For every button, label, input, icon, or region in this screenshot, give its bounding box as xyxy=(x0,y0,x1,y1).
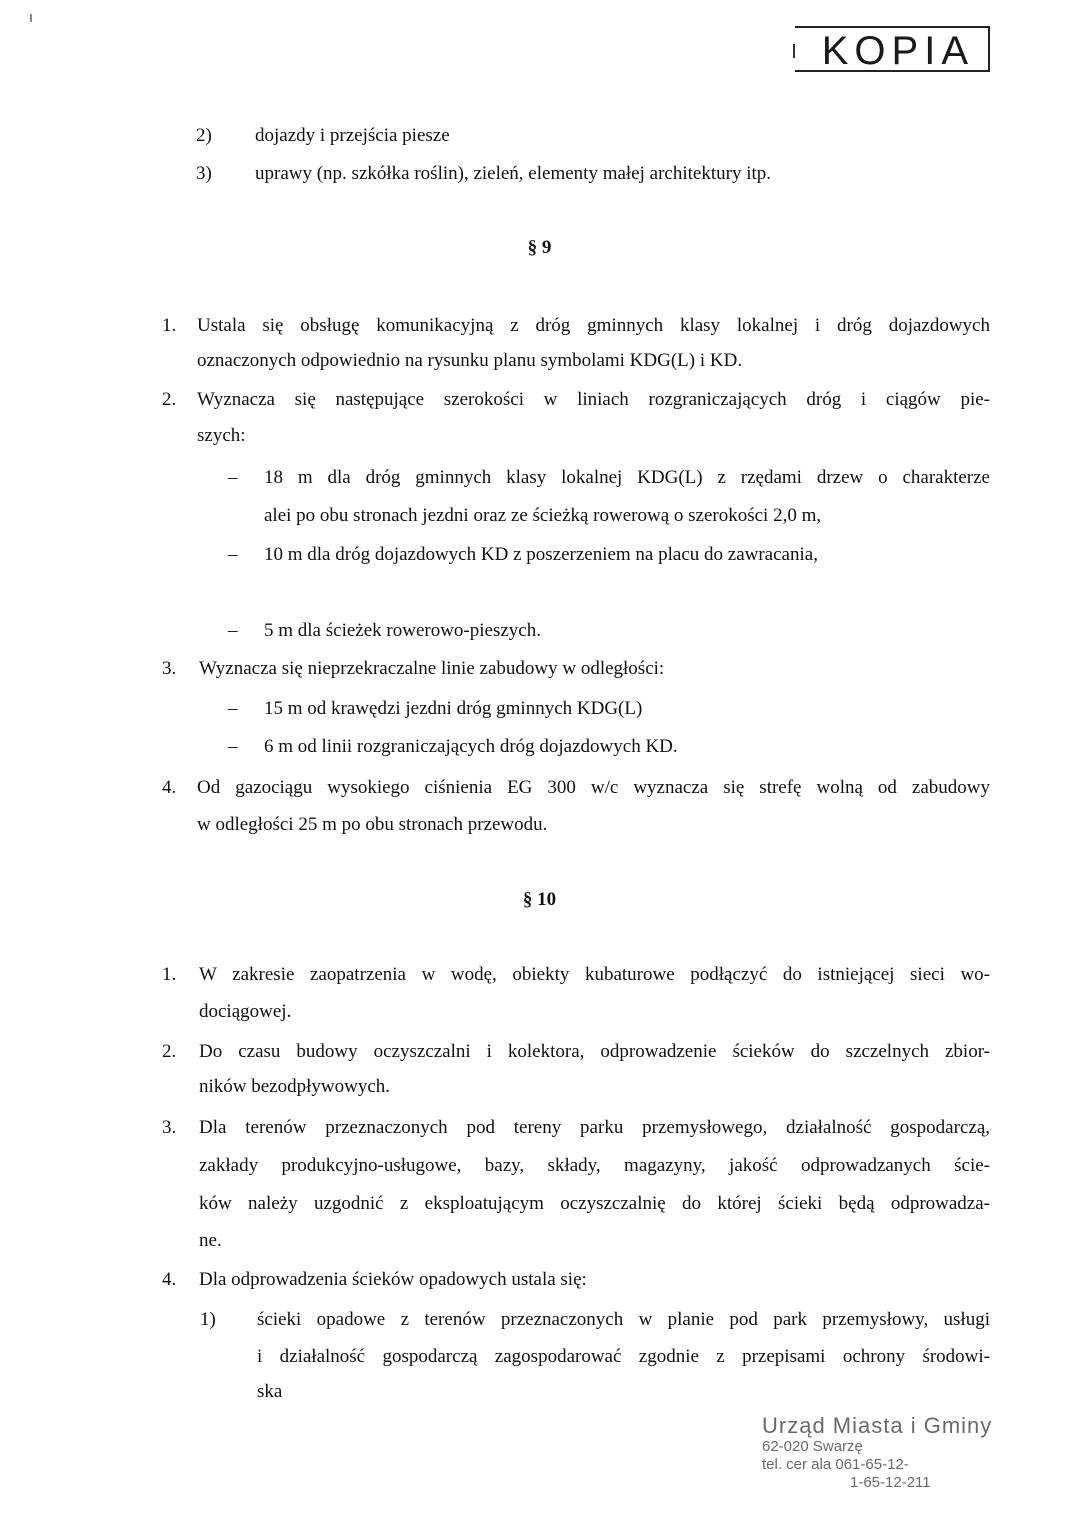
item-number: 1. xyxy=(162,964,177,985)
kopia-stamp: KOPIA xyxy=(795,26,990,72)
item-number: 4. xyxy=(162,1269,177,1290)
dash-bullet: – xyxy=(228,736,238,757)
list-item-number: 2) xyxy=(196,125,212,146)
item-text-line: Ustala się obsługę komunikacyjną z dróg gminnych klasy lokalnej i dróg dojazdowych xyxy=(197,315,990,336)
dash-bullet: – xyxy=(228,620,238,641)
dash-item-text: 18 m dla dróg gminnych klasy lokalnej KDG(L) z rzędami drzew o charakterze xyxy=(264,467,990,488)
office-stamp-line: tel. cer ala 061-65-12- xyxy=(762,1456,909,1473)
dash-item-text: 5 m dla ścieżek rowerowo-pieszych. xyxy=(264,620,541,641)
office-stamp xyxy=(762,1414,1012,1492)
dash-bullet: – xyxy=(228,467,238,488)
office-stamp-line: 1-65-12-211 xyxy=(850,1474,931,1491)
sub-item-text: ścieki opadowe z terenów przeznaczonych w planie pod park przemysłowy, usługi xyxy=(257,1309,990,1330)
item-number: 1. xyxy=(162,315,177,336)
item-number: 2. xyxy=(162,1041,177,1062)
sub-item-text: i działalność gospodarczą zagospodarować zgodnie z przepisami ochrony środowi- xyxy=(257,1346,990,1367)
item-text-line: ników bezodpływowych. xyxy=(199,1076,391,1097)
list-item-text: uprawy (np. szkółka roślin), zieleń, elementy małej architektury itp. xyxy=(255,163,771,184)
item-text-line: ków należy uzgodnić z eksploatującym oczyszczalnię do której ścieki będą odprowadza- xyxy=(199,1193,990,1214)
item-text-line: dociągowej. xyxy=(199,1001,292,1022)
dash-bullet: – xyxy=(228,698,238,719)
item-number: 2. xyxy=(162,389,177,410)
item-text-line: Dla terenów przeznaczonych pod tereny parku przemysłowego, działalność gospodarczą, xyxy=(199,1117,990,1138)
item-text-line: Wyznacza się następujące szerokości w liniach rozgraniczających dróg i ciągów pie- xyxy=(197,389,990,410)
dash-item-text: 15 m od krawędzi jezdni dróg gminnych KDG(L) xyxy=(264,698,643,719)
item-text-line: W zakresie zaopatrzenia w wodę, obiekty kubaturowe podłączyć do istniejącej sieci wo- xyxy=(199,964,990,985)
item-text-line: ne. xyxy=(199,1230,222,1251)
dash-item-text: alei po obu stronach jezdni oraz ze ścieżką rowerową o szerokości 2,0 m, xyxy=(264,505,822,526)
item-number: 4. xyxy=(162,777,177,798)
item-text-line: Wyznacza się nieprzekraczalne linie zabudowy w odległości: xyxy=(199,658,665,679)
item-number: 3. xyxy=(162,658,177,679)
dash-item-text: 10 m dla dróg dojazdowych KD z poszerzeniem na placu do zawracania, xyxy=(264,544,818,565)
sub-item-text: ska xyxy=(257,1381,283,1402)
item-number: 3. xyxy=(162,1117,177,1138)
item-text-line: zakłady produkcyjno-usługowe, bazy, składy, magazyny, jakość odprowadzanych ście- xyxy=(199,1155,990,1176)
item-text-line: oznaczonych odpowiednio na rysunku planu symbolami KDG(L) i KD. xyxy=(197,350,743,371)
list-item-text: dojazdy i przejścia piesze xyxy=(255,125,450,146)
item-text-line: szych: xyxy=(197,425,246,446)
dash-bullet: – xyxy=(228,544,238,565)
sub-item-number: 1) xyxy=(200,1309,216,1330)
item-text-line: Dla odprowadzenia ścieków opadowych ustala się: xyxy=(199,1269,587,1290)
office-stamp-line: Urząd Miasta i Gminy xyxy=(762,1413,993,1438)
dash-item-text: 6 m od linii rozgraniczających dróg dojazdowych KD. xyxy=(264,736,678,757)
list-item-number: 3) xyxy=(196,163,212,184)
item-text-line: Do czasu budowy oczyszczalni i kolektora, odprowadzenie ścieków do szczelnych zbior- xyxy=(199,1041,990,1062)
office-stamp-line: 62-020 Swarzę xyxy=(762,1438,863,1455)
item-text-line: w odległości 25 m po obu stronach przewodu. xyxy=(197,814,548,835)
item-text-line: Od gazociągu wysokiego ciśnienia EG 300 w/c wyznacza się strefę wolną od zabudowy xyxy=(197,777,990,798)
section-heading: § 9 xyxy=(527,237,552,258)
scan-mark xyxy=(30,14,32,22)
section-heading: § 10 xyxy=(522,889,557,910)
